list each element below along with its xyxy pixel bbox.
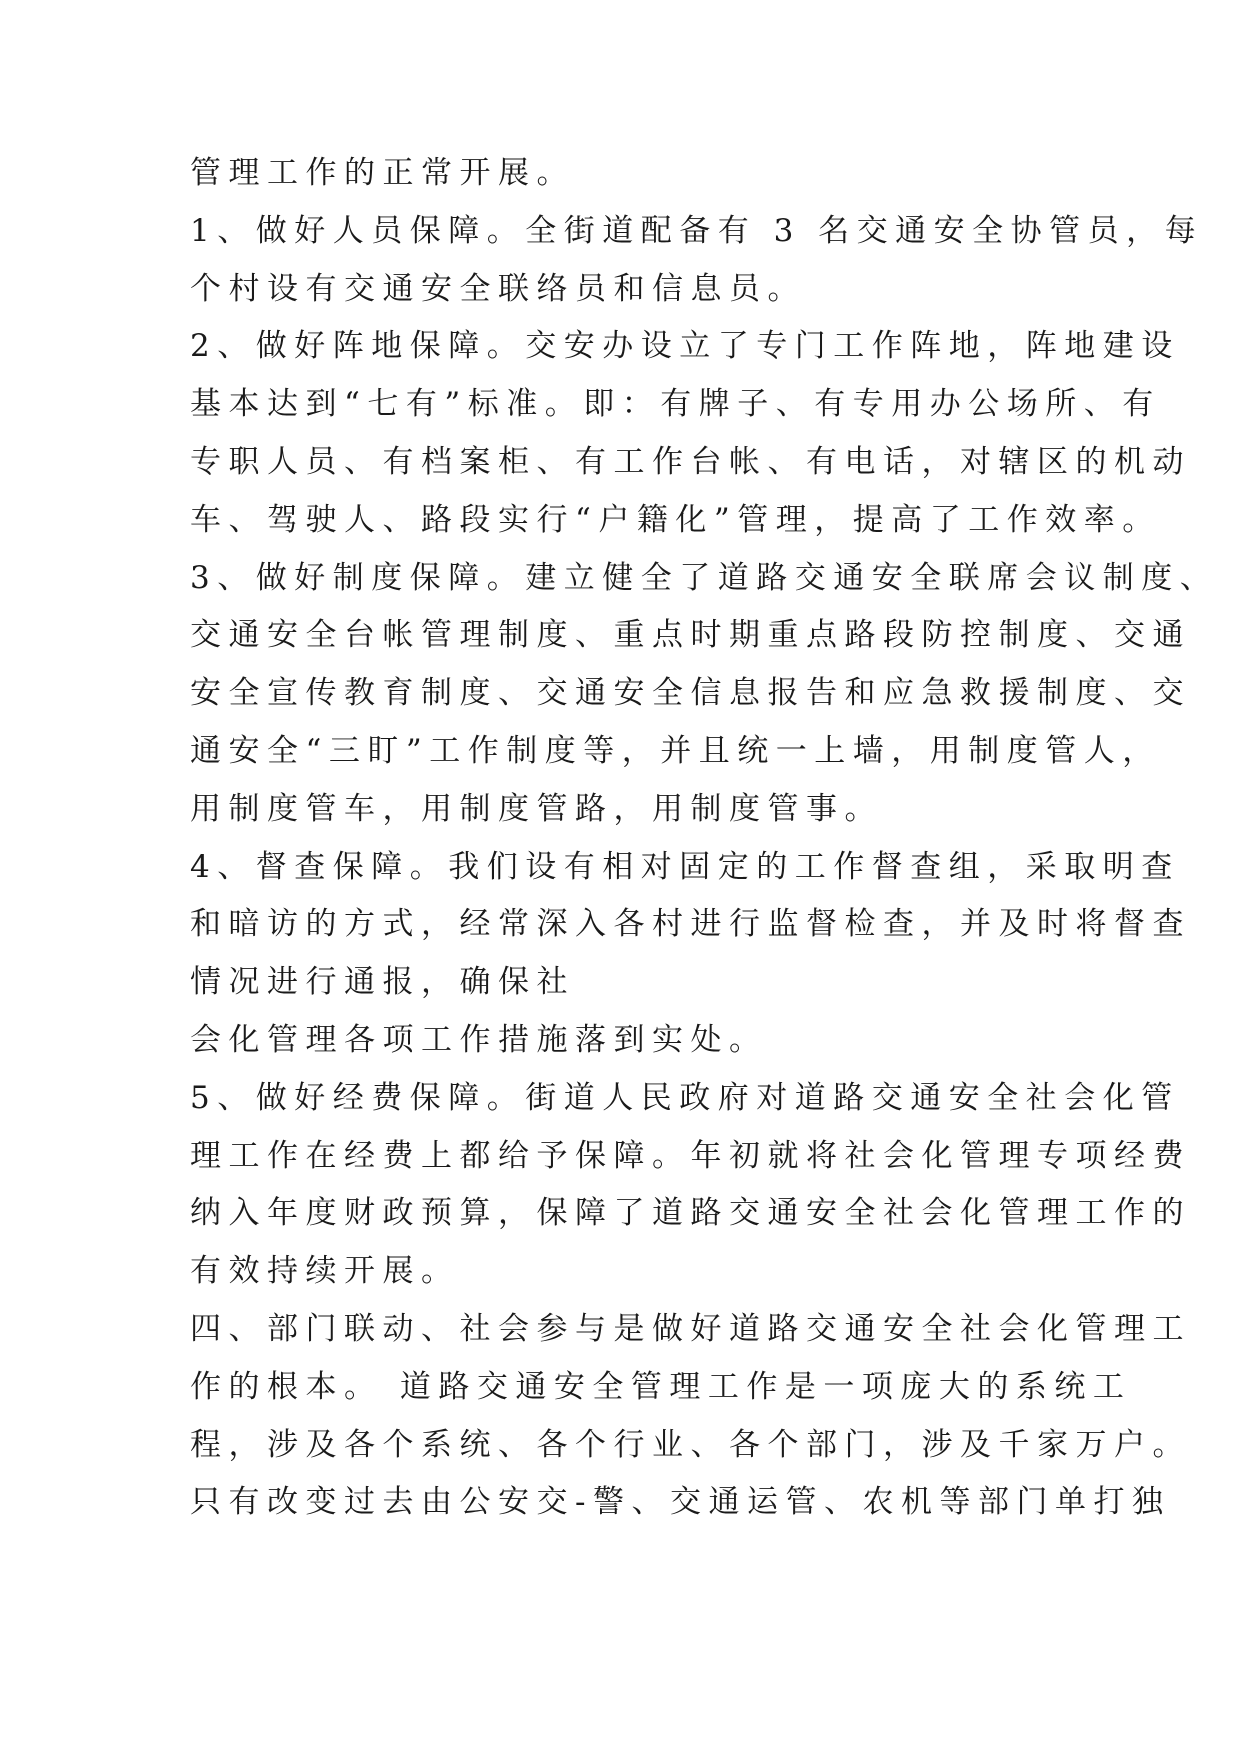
text-line: 四、部门联动、社会参与是做好道路交通安全社会化管理工 — [190, 1311, 1191, 1347]
text-line: 4、督查保障。我们设有相对固定的工作督查组，采取明查 — [190, 849, 1180, 885]
text-line: 会化管理各项工作措施落到实处。 — [190, 1022, 768, 1058]
text-line: 用制度管车，用制度管路，用制度管事。 — [190, 791, 883, 827]
text-line: 情况进行通报，确保社 — [190, 964, 575, 1000]
text-line: 3、做好制度保障。建立健全了道路交通安全联席会议制度、 — [190, 560, 1219, 596]
text-line: 程，涉及各个系统、各个行业、各个部门，涉及千家万户。 — [190, 1427, 1191, 1463]
text-line: 基本达到“七有”标准。即：有牌子、有专用办公场所、有 — [190, 386, 1161, 422]
text-line: 专职人员、有档案柜、有工作台帐、有电话，对辖区的机动 — [190, 444, 1191, 480]
text-line: 交通安全台帐管理制度、重点时期重点路段防控制度、交通 — [190, 617, 1191, 653]
text-line: 2、做好阵地保障。交安办设立了专门工作阵地，阵地建设 — [190, 328, 1180, 364]
text-line: 和暗访的方式，经常深入各村进行监督检查，并及时将督查 — [190, 906, 1191, 942]
text-line: 只有改变过去由公安交-警、交通运管、农机等部门单打独 — [190, 1484, 1171, 1520]
text-line: 管理工作的正常开展。 — [190, 155, 575, 191]
text-line: 纳入年度财政预算，保障了道路交通安全社会化管理工作的 — [190, 1195, 1191, 1231]
text-line: 5、做好经费保障。街道人民政府对道路交通安全社会化管 — [190, 1080, 1180, 1116]
text-line: 有效持续开展。 — [190, 1253, 460, 1289]
text-line: 1、做好人员保障。全街道配备有 3 名交通安全协管员，每 — [190, 213, 1204, 249]
text-line: 个村设有交通安全联络员和信息员。 — [190, 271, 806, 307]
text-line: 作的根本。 道路交通安全管理工作是一项庞大的系统工 — [190, 1369, 1132, 1405]
text-line: 安全宣传教育制度、交通安全信息报告和应急救援制度、交 — [190, 675, 1191, 711]
text-line: 车、驾驶人、路段实行“户籍化”管理，提高了工作效率。 — [190, 502, 1161, 538]
text-line: 理工作在经费上都给予保障。年初就将社会化管理专项经费 — [190, 1138, 1191, 1174]
text-line: 通安全“三盯”工作制度等，并且统一上墙，用制度管人， — [190, 733, 1161, 769]
